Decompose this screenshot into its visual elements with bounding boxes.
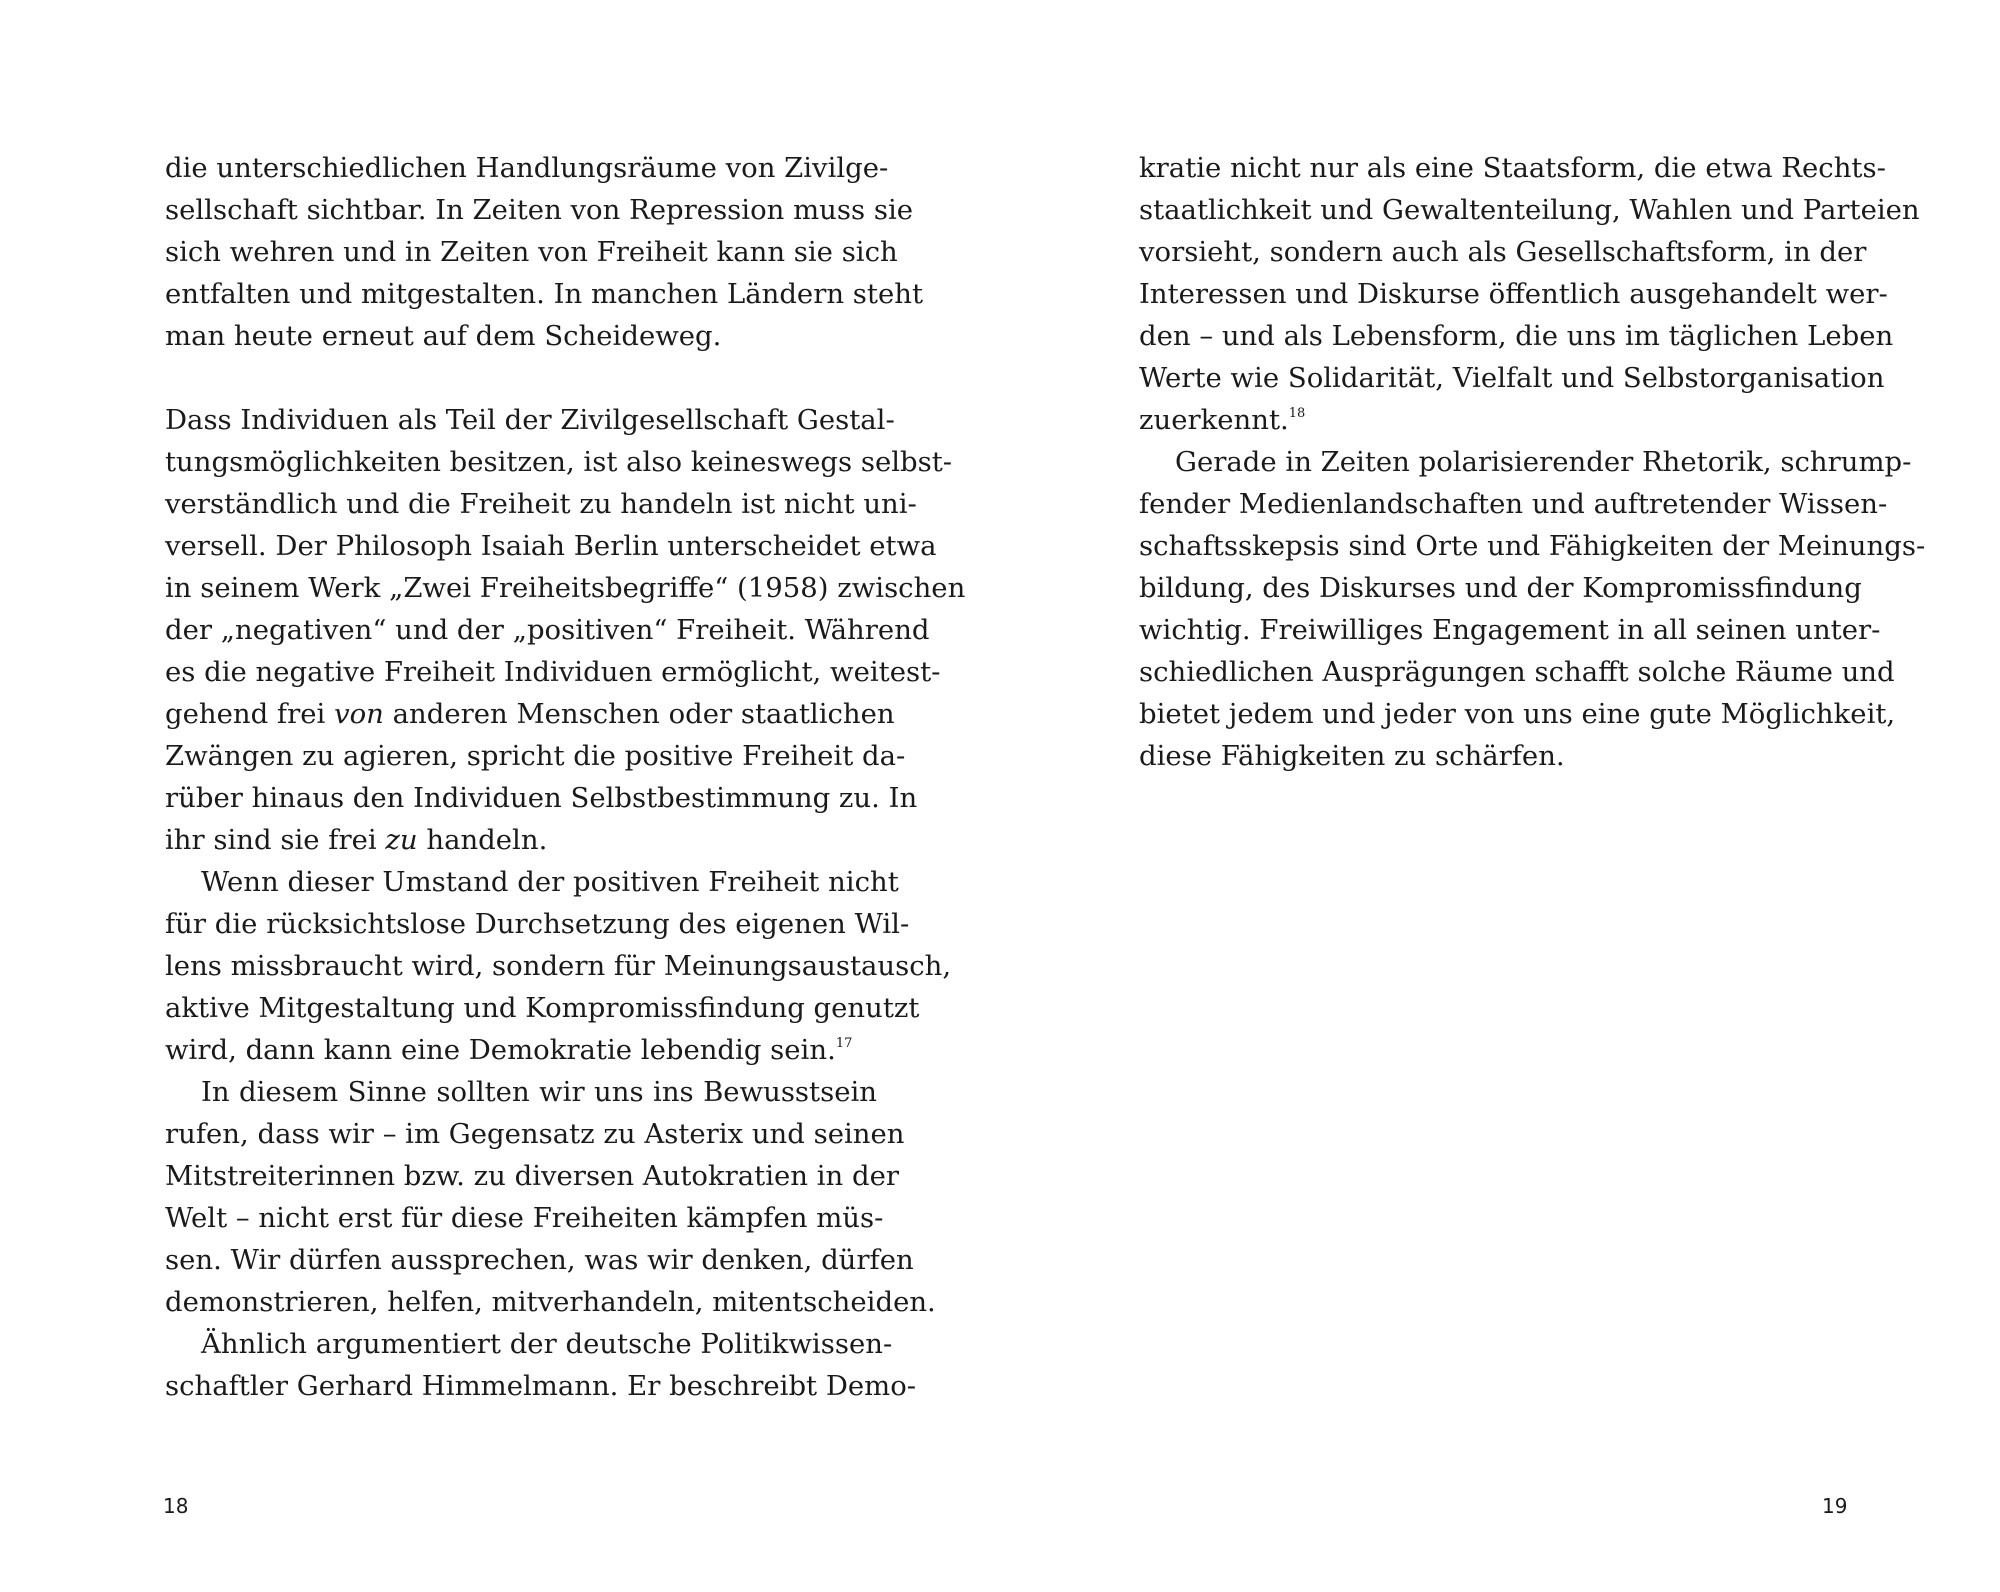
text-line: bietet jedem und jeder von uns eine gute Möglichkeit, xyxy=(1139,698,1896,730)
text-line: staatlichkeit und Gewaltenteilung, Wahlen und Parteien xyxy=(1139,194,1920,226)
text-line: sen. Wir dürfen aussprechen, was wir denken, dürfen xyxy=(165,1244,914,1276)
text-line: Mitstreiterinnen bzw. zu diversen Autokratien in der xyxy=(165,1160,900,1192)
text-line: wichtig. Freiwilliges Engagement in all seinen unter- xyxy=(1139,614,1881,646)
footnote-marker: 17 xyxy=(835,1036,853,1051)
text-line: Interessen und Diskurse öffentlich ausgehandelt wer- xyxy=(1139,278,1888,310)
text-line: versell. Der Philosoph Isaiah Berlin unterscheidet etwa xyxy=(165,530,937,562)
text-segment: handeln. xyxy=(417,824,548,856)
text-line xyxy=(165,819,877,861)
text-line: vorsieht, sondern auch als Gesellschaftsform, in der xyxy=(1139,236,1867,268)
text-line: Zwängen zu agieren, spricht die positive Freiheit da- xyxy=(165,740,906,772)
text-line: rüber hinaus den Individuen Selbstbestimmung zu. In xyxy=(165,782,918,814)
text-line: diese Fähigkeiten zu schärfen. xyxy=(1139,740,1565,772)
page-number: 19 xyxy=(1822,1494,1848,1518)
text-line xyxy=(165,1029,877,1071)
text-line: fender Medienlandschaften und auftretender Wissen- xyxy=(1139,488,1888,520)
text-line: Dass Individuen als Teil der Zivilgesellschaft Gestal- xyxy=(165,404,895,436)
text-line: man heute erneut auf dem Scheideweg. xyxy=(165,320,722,352)
text-line: für die rücksichtslose Durchsetzung des eigenen Wil- xyxy=(165,908,910,940)
text-line: sellschaft sichtbar. In Zeiten von Repression muss sie xyxy=(165,194,914,226)
text-segment: ihr sind sie frei xyxy=(165,824,386,856)
text-line: Welt – nicht erst für diese Freiheiten kämpfen müs- xyxy=(165,1202,884,1234)
text-segment: zuerkennt. xyxy=(1139,404,1289,436)
text-segment: gehend frei xyxy=(165,698,335,730)
text-line: in seinem Werk „Zwei Freiheitsbegriffe“ (1958) zwischen xyxy=(165,572,966,604)
text-line: den – und als Lebensform, die uns im täglichen Leben xyxy=(1139,320,1894,352)
right-body-text xyxy=(1139,147,1926,777)
text-line xyxy=(1139,399,1851,441)
text-line: sich wehren und in Zeiten von Freiheit kann sie sich xyxy=(165,236,898,268)
text-line: Ähnlich argumentiert der deutsche Politikwissen- xyxy=(201,1328,893,1360)
text-line: schiedlichen Ausprägungen schafft solche Räume und xyxy=(1139,656,1895,688)
right-page xyxy=(1000,0,2000,1592)
text-line: bildung, des Diskurses und der Kompromissfindung xyxy=(1139,572,1862,604)
text-line: der „negativen“ und der „positiven“ Freiheit. Während xyxy=(165,614,930,646)
italic-emphasis: von xyxy=(334,698,384,730)
text-line: die unterschiedlichen Handlungsräume von Zivilge- xyxy=(165,152,889,184)
text-segment: anderen Menschen oder staatlichen xyxy=(383,698,895,730)
text-line xyxy=(165,693,895,735)
text-line: In diesem Sinne sollten wir uns ins Bewusstsein xyxy=(201,1076,877,1108)
text-line: es die negative Freiheit Individuen ermöglicht, weitest- xyxy=(165,656,941,688)
text-line: kratie nicht nur als eine Staatsform, die etwa Rechts- xyxy=(1139,152,1886,184)
text-line: verständlich und die Freiheit zu handeln ist nicht uni- xyxy=(165,488,917,520)
left-body-text xyxy=(165,147,966,1407)
section-gap xyxy=(165,357,877,399)
text-line: Werte wie Solidarität, Vielfalt und Selbstorganisation xyxy=(1139,362,1885,394)
text-line: aktive Mitgestaltung und Kompromissfindung genutzt xyxy=(165,992,920,1024)
text-line: rufen, dass wir – im Gegensatz zu Asterix und seinen xyxy=(165,1118,905,1150)
italic-emphasis: zu xyxy=(385,824,418,856)
text-line: demonstrieren, helfen, mitverhandeln, mitentscheiden. xyxy=(165,1286,936,1318)
text-line: tungsmöglichkeiten besitzen, ist also keineswegs selbst- xyxy=(165,446,953,478)
text-line: schaftsskepsis sind Orte und Fähigkeiten der Meinungs- xyxy=(1139,530,1926,562)
text-line: schaftler Gerhard Himmelmann. Er beschreibt Demo- xyxy=(165,1370,917,1402)
text-line: lens missbraucht wird, sondern für Meinungsaustausch, xyxy=(165,950,952,982)
text-segment: wird, dann kann eine Demokratie lebendig sein. xyxy=(165,1034,836,1066)
footnote-marker: 18 xyxy=(1288,406,1306,421)
text-line: Gerade in Zeiten polarisierender Rhetorik, schrump- xyxy=(1175,446,1912,478)
page-number: 18 xyxy=(163,1494,189,1518)
text-line: entfalten und mitgestalten. In manchen Ländern steht xyxy=(165,278,924,310)
text-line: Wenn dieser Umstand der positiven Freiheit nicht xyxy=(201,866,899,898)
